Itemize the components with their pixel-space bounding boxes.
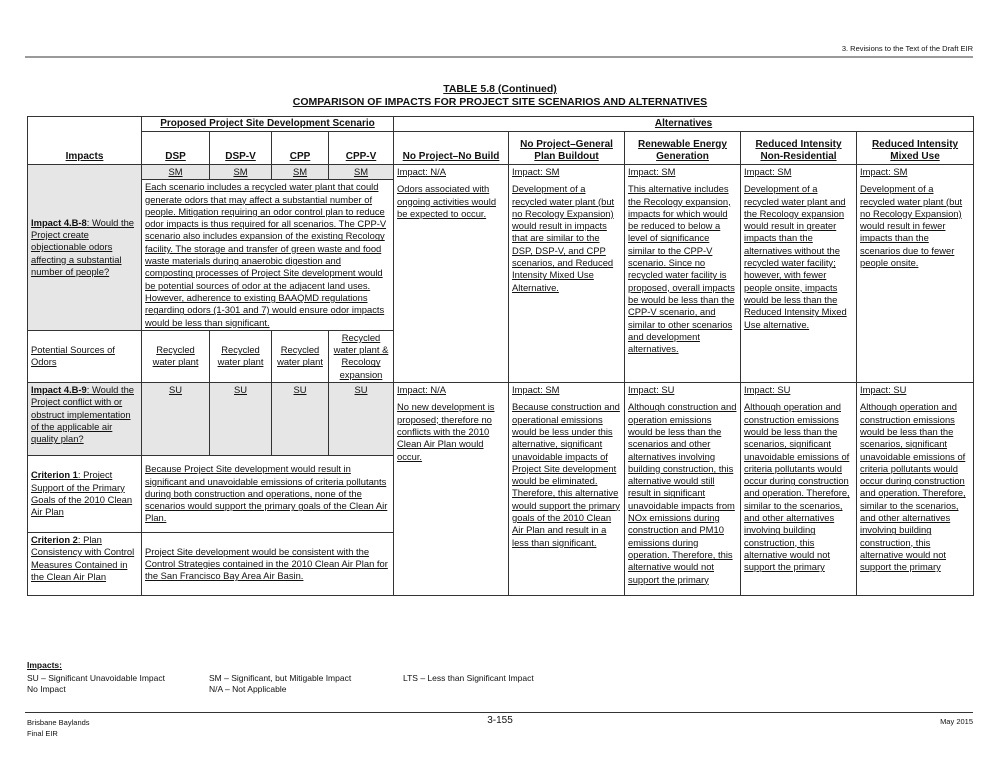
rating-b9-cpp-v: SU (329, 383, 394, 456)
header-impacts: Impacts (28, 117, 142, 165)
header-cpp: CPP (272, 132, 329, 165)
legend (27, 660, 534, 695)
header-dsp: DSP (142, 132, 210, 165)
footer-document: Brisbane Baylands Final EIR (27, 718, 90, 738)
header-ri-nonres: Reduced Intensity Non-Residential (741, 132, 857, 165)
header-rule (25, 56, 973, 58)
alt-ri-nonres-b8: Impact: SM Development of a recycled water plant and the Recology expansion would result in greater impacts than the alternatives without the recycled water facility; however, with fewer people onsite, impacts would be less than the Reduced Intensity Mixed Use alternative. (741, 165, 857, 383)
criterion2-label: Criterion 2: Plan Consistency with Control Measures Contained in the Clean Air Plan (28, 533, 142, 596)
rating-cpp-v: SM (329, 165, 394, 180)
rating-cpp: SM (272, 165, 329, 180)
footer-date: May 2015 (940, 717, 973, 726)
alt-general-plan-b9: Impact: SM Because construction and operational emissions would be less under this alternative, significant unavoidable impacts of Project Site development would be eliminated. Therefore, this alternative would support the primary goals of the 2010 Clean Air Plan and result in a less than significant. (509, 383, 625, 596)
odor-source-cpp-v: Recycled water plant & Recology expansion (329, 330, 394, 382)
impact-b9-label: Impact 4.B-9: Would the Project conflict with or obstruct implementation of the applicable air quality plan? (28, 383, 142, 456)
rating-b9-dsp-v: SU (210, 383, 272, 456)
odor-source-cpp: Recycled water plant (272, 330, 329, 382)
header-columns-row (28, 132, 974, 165)
table-title-line1: TABLE 5.8 (Continued) (443, 83, 557, 95)
alt-ri-mixed-b8: Impact: SM Development of a recycled water plant (but no Recology Expansion) would result in fewer impacts than the scenarios due to fewer people onsite. (857, 165, 974, 383)
odor-source-dsp-v: Recycled water plant (210, 330, 272, 382)
header-ri-mixed: Reduced Intensity Mixed Use (857, 132, 974, 165)
rating-dsp-v: SM (210, 165, 272, 180)
page-number: 3-155 (487, 715, 513, 726)
table-row-impact-b8-ratings (28, 165, 974, 180)
footer-rule (25, 712, 973, 713)
scenario-text-b8: Each scenario includes a recycled water plant that could generate odors that may affect a substantial number of people. Mitigation requiring an odor control plan to reduce odor impacts is thus required for all scenarios. The CPP-V scenario also includes expansion of the existing Recology facility. The storage and transfer of green waste and food waste materials during anaerobic digestion and composting processes of Project Site development would be potential sources of odor at the adjacent land uses. However, adherence to existing BAAQMD regulations regarding odors (1-301 and 7) would ensure odor impacts would be less than significant. (142, 180, 394, 331)
legend-su: SU – Significant Unavoidable Impact (27, 673, 165, 683)
criterion1-label: Criterion 1: Project Support of the Primary Goals of the 2010 Clean Air Plan (28, 456, 142, 533)
header-no-build: No Project–No Build (394, 132, 509, 165)
running-head: 3. Revisions to the Text of the Draft EIR (841, 44, 973, 53)
alt-no-build-b8: Impact: N/A Odors associated with ongoing activities would be expected to occur. (394, 165, 509, 383)
header-renewable: Renewable Energy Generation (625, 132, 741, 165)
criterion2-text: Project Site development would be consistent with the Control Strategies contained in the 2010 Clean Air Plan for the San Francisco Bay Area Air Basin. (142, 533, 394, 596)
table-row-impact-b9 (28, 383, 974, 456)
table-title (0, 83, 1000, 108)
header-group-row (28, 117, 974, 132)
odor-sources-label: Potential Sources of Odors (28, 330, 142, 382)
alt-general-plan-b8: Impact: SM Development of a recycled water plant (but no Recology Expansion) would result in impacts that are similar to the DSP, DSP-V, and CPP scenarios, and Reduced Intensity Mixed Use Alternative. (509, 165, 625, 383)
rating-b9-dsp: SU (142, 383, 210, 456)
legend-sm: SM – Significant, but Mitigable Impact (209, 673, 352, 683)
rating-dsp: SM (142, 165, 210, 180)
criterion1-text: Because Project Site development would result in significant and unavoidable emissions of criteria pollutants during both construction and operations, none of the scenarios would support the primary goals of the Clean Air Plan. (142, 456, 394, 533)
comparison-table (27, 116, 974, 596)
legend-title: Impacts: (27, 660, 62, 670)
legend-lts: LTS – Less than Significant Impact (403, 673, 534, 683)
header-alternatives-group: Alternatives (394, 117, 974, 132)
alt-ri-nonres-b9: Impact: SU Although operation and construction emissions would be less than the scenarios, significant unavoidable emissions of criteria pollutants would occur during construction and operation. Therefore, similar to the scenarios, and other alternatives involving building construction, this alternative would not support the primary (741, 383, 857, 596)
odor-source-dsp: Recycled water plant (142, 330, 210, 382)
header-scenario-group: Proposed Project Site Development Scenario (142, 117, 394, 132)
legend-na: N/A – Not Applicable (209, 684, 287, 694)
alt-renewable-b9: Impact: SU Although construction and operation emissions would be less than the scenarios and other alternatives involving building construction, this alternative would still result in significant unavoidable impacts from NOx emissions during construction and PM10 emissions during operation. Therefore, this alternative would not support the primary (625, 383, 741, 596)
header-dsp-v: DSP-V (210, 132, 272, 165)
header-cpp-v: CPP-V (329, 132, 394, 165)
legend-no-impact: No Impact (27, 684, 66, 694)
impact-b8-label: Impact 4.B-8: Would the Project create objectionable odors affecting a substantial number of people? (28, 165, 142, 331)
table-title-line2: COMPARISON OF IMPACTS FOR PROJECT SITE SCENARIOS AND ALTERNATIVES (292, 95, 708, 108)
alt-no-build-b9: Impact: N/A No new development is proposed; therefore no conflicts with the 2010 Clean Air Plan would occur. (394, 383, 509, 596)
alt-ri-mixed-b9: Impact: SU Although operation and construction emissions would be less than the scenarios, significant unavoidable emissions of criteria pollutants would occur during construction and operation. Therefore, similar to the scenarios, and other alternatives involving building construction, this alternative would not support the primary (857, 383, 974, 596)
rating-b9-cpp: SU (272, 383, 329, 456)
alt-renewable-b8: Impact: SM This alternative includes the Recology expansion, impacts for which would be reduced to below a level of significance similar to the CPP-V scenario. Since no recycled water facility is proposed, overall impacts be would be less than the CPP-V scenario, and similar to other scenarios and development alternatives. (625, 165, 741, 383)
header-general-plan: No Project–General Plan Buildout (509, 132, 625, 165)
